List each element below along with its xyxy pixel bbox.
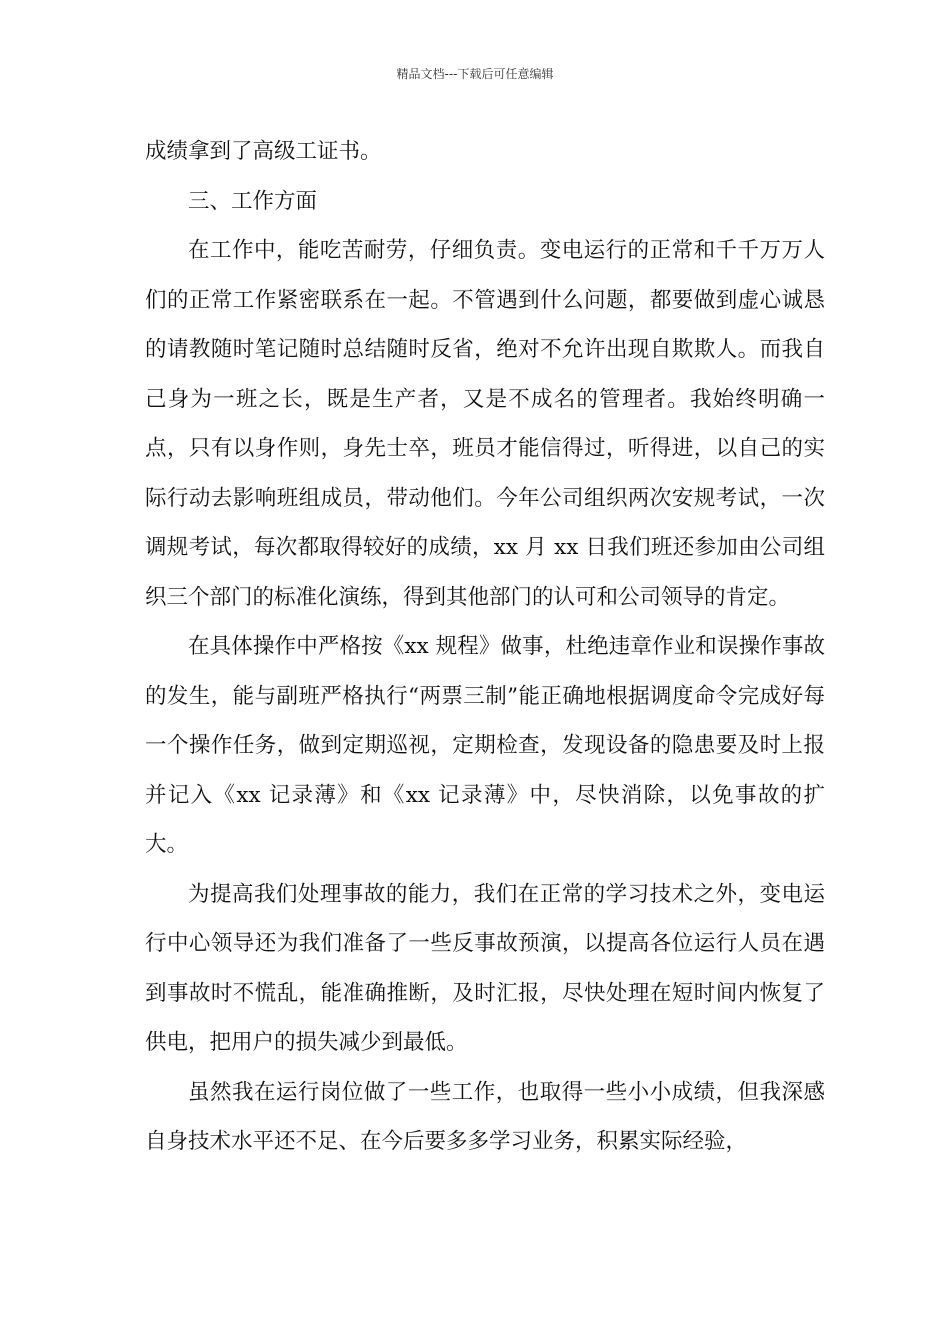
page-header: 精品文档---下载后可任意编辑 — [396, 67, 554, 81]
section-heading: 三、工作方面 — [188, 188, 318, 214]
document-body — [145, 127, 825, 1167]
paragraph-1: 成绩拿到了高级工证书。 — [145, 139, 382, 164]
paragraph-4: 在具体操作中严格按《xx 规程》做事，杜绝违章作业和误操作事故的发生，能与副班严格执行“两票三制”能正确地根据调度命令完成好每一个操作任务，做到定期巡视，定期检查，发现设备的隐患要及时上报并记入《xx 记录薄》和《xx 记录薄》中，尽快消除，以免事故的扩大。 — [145, 634, 825, 857]
paragraph-5: 为提高我们处理事故的能力，我们在正常的学习技术之外，变电运行中心领导还为我们准备了一些反事故预演，以提高各位运行人员在遇到事故时不慌乱，能准确推断，及时汇报，尽快处理在短时间内恢复了供电，把用户的损失减少到最低。 — [145, 881, 825, 1055]
paragraph-6: 虽然我在运行岗位做了一些工作，也取得一些小小成绩，但我深感自身技术水平还不足、在今后要多多学习业务，积累实际经验， — [145, 1079, 825, 1154]
paragraph-3: 在工作中，能吃苦耐劳，仔细负责。变电运行的正常和千千万万人们的正常工作紧密联系在一起。不管遇到什么问题，都要做到虚心诚恳的请教随时笔记随时总结随时反省，绝对不允许出现自欺欺人。而我自己身为一班之长，既是生产者，又是不成名的管理者。我始终明确一点，只有以身作则，身先士卒，班员才能信得过，听得进，以自己的实际行动去影响班组成员，带动他们。今年公司组织两次安规考试，一次调规考试，每次都取得较好的成绩，xx 月 xx 日我们班还参加由公司组织三个部门的标准化演练，得到其他部门的认可和公司领导的肯定。 — [145, 238, 825, 610]
